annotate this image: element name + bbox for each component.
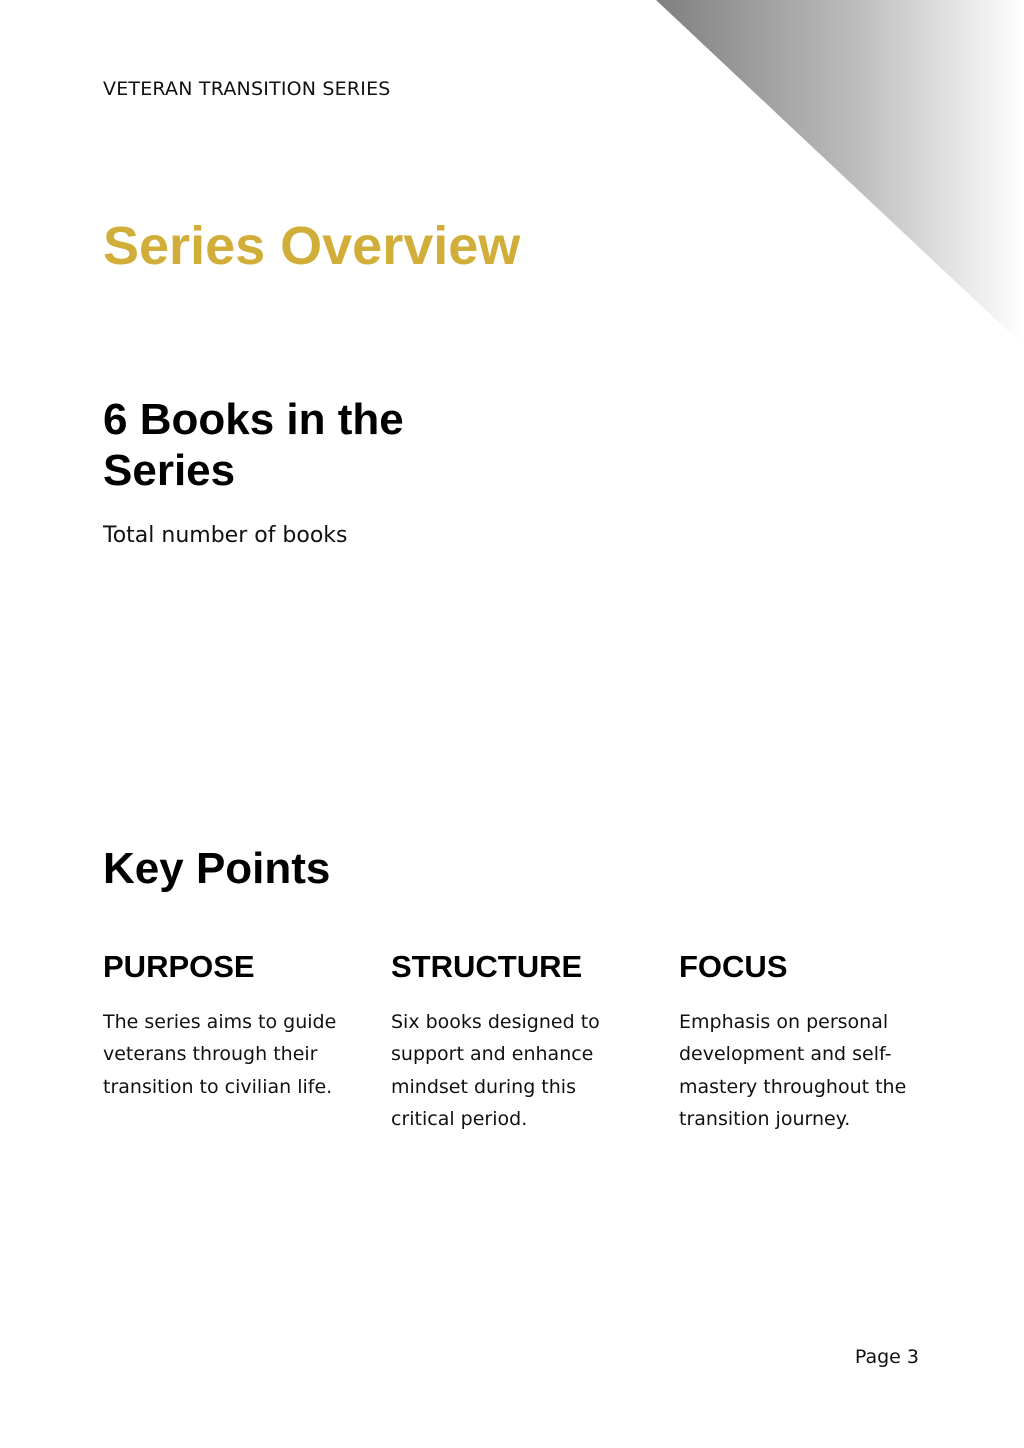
key-points-title: Key Points [103,844,331,893]
key-point-title: STRUCTURE [391,949,583,984]
key-point-structure [391,946,679,1135]
key-point-title: FOCUS [679,949,788,984]
page-number: Page 3 [854,1346,919,1368]
key-point-title: PURPOSE [103,949,255,984]
series-label: VETERAN TRANSITION SERIES [103,78,391,100]
key-point-text: The series aims to guide veterans through their transition to civilian life. [103,1011,337,1098]
page-title: Series Overview [103,216,521,276]
corner-gradient-decoration [656,0,1024,346]
key-point-purpose [103,946,391,1135]
key-points-columns [103,946,943,1135]
book-count-caption: Total number of books [103,523,348,548]
key-point-text: Emphasis on personal development and self-mastery throughout the transition journey. [679,1011,907,1130]
key-point-text: Six books designed to support and enhance mindset during this critical period. [391,1011,600,1130]
key-point-focus [679,946,943,1135]
book-count-heading: 6 Books in the Series [103,395,404,495]
